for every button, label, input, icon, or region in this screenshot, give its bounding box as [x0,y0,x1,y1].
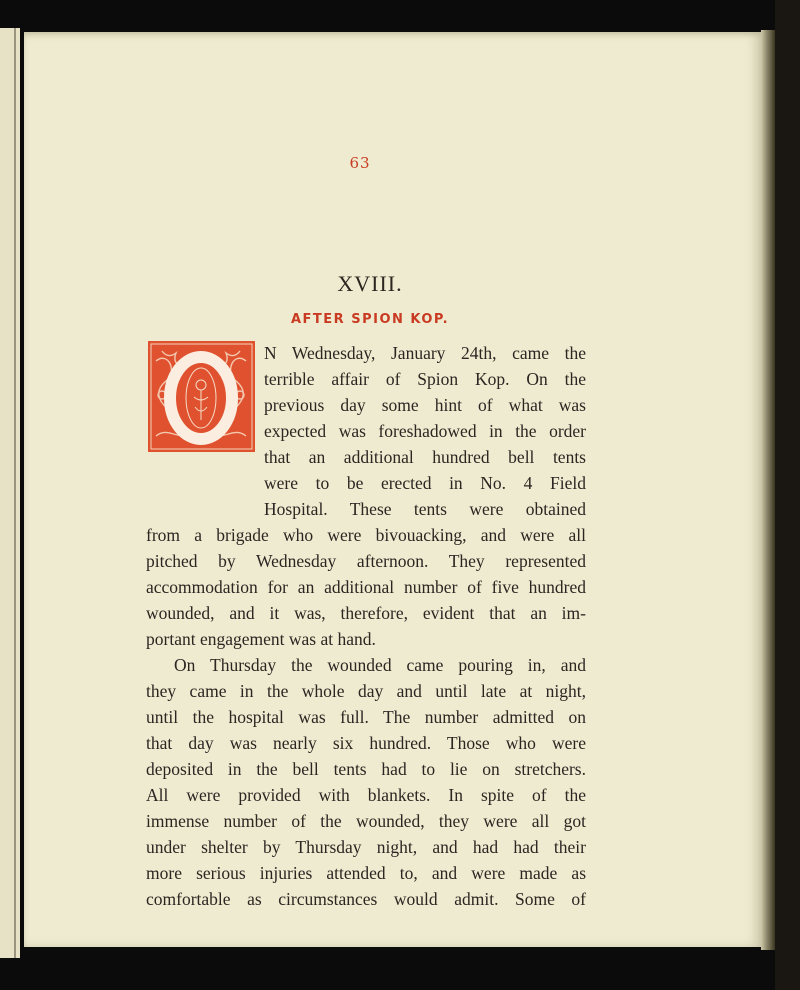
text-line: wounded, and it was, therefore, evident that an im- [146,603,586,623]
text-line: pitched by Wednesday afternoon. They represented [146,551,586,571]
text-line: terrible affair of Spion Kop. On the [264,369,586,389]
text-line: accommodation for an additional number of five hundred [146,577,586,597]
text-line: under shelter by Thursday night, and had had their [146,837,586,857]
text-line: they came in the whole day and until late at night, [146,681,586,701]
text-line: N Wednesday, January 24th, came the [264,343,586,363]
text-line: from a brigade who were bivouacking, and were all [146,525,586,545]
book-cover-edge [775,0,800,990]
text-line: that day was nearly six hundred. Those who were [146,733,586,753]
text-line: Hospital. These tents were obtained [264,499,586,519]
text-line: were to be erected in No. 4 Field [264,473,586,493]
chapter-number: XVIII. [337,271,403,296]
page-number: 63 [349,154,371,172]
text-line: portant engagement was at hand. [146,629,376,649]
page-fore-edge [761,30,775,950]
text-line: that an additional hundred bell tents [264,447,586,467]
chapter-title: AFTER SPION KOP. [290,312,450,327]
drop-cap-initial [148,341,255,452]
text-line: On Thursday the wounded came pouring in, and [174,655,586,675]
text-line: expected was foreshadowed in the order [264,421,586,441]
left-page-edge [0,28,20,958]
text-line: All were provided with blankets. In spite of the [146,785,586,805]
text-line: previous day some hint of what was [264,395,586,415]
text-line: deposited in the bell tents had to lie on stretchers. [146,759,586,779]
text-line: more serious injuries attended to, and were made as [146,863,586,883]
text-line: immense number of the wounded, they were all got [146,811,586,831]
text-line: until the hospital was full. The number admitted on [146,707,586,727]
text-line: comfortable as circumstances would admit. Some of [146,889,586,909]
